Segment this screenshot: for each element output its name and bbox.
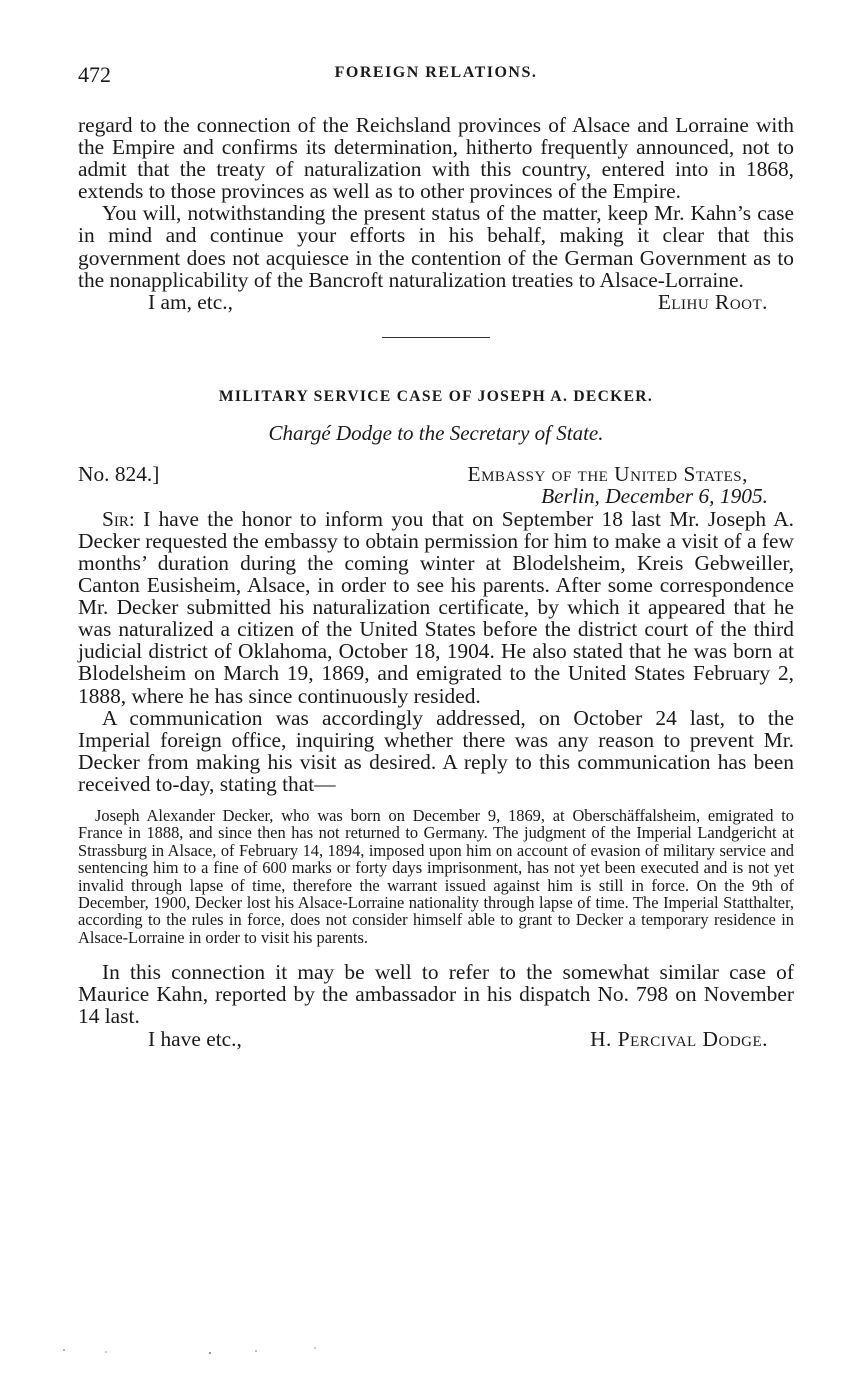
letter2-paragraph-2: A communication was accordingly addressed, on October 24 last, to the Imperial foreign office, inquiring whether there was any reason to prevent Mr. Decker from making his visit as desired. A reply to this communication has been received to-day, stating that— [78, 705, 794, 796]
section-title: MILITARY SERVICE CASE OF JOSEPH A. DECKER. [218, 387, 654, 405]
dispatch-embassy: Embassy of the United States, [467, 461, 748, 486]
speck [314, 1347, 316, 1349]
letter2-signature: H. Percival Dodge. [590, 1026, 768, 1051]
letter1-paragraph-1: regard to the connection of the Reichsland provinces of Alsace and Lorraine with the Empire and confirms its determination, hitherto frequently announced, not to admit that the treaty of naturalization with this country, entered into in 1868, extends to those provinces as well as to other provinces of the Empire. [78, 113, 794, 204]
letter1-signature-block [78, 291, 794, 315]
running-head: FOREIGN RELATIONS. [334, 64, 538, 81]
letter2-paragraph-1 [78, 508, 794, 707]
dispatch-place-date: Berlin, December 6, 1905. [541, 483, 768, 508]
letter1-paragraph-2: You will, notwithstanding the present status of the matter, keep Mr. Kahn’s case in mind and continue your efforts in his behalf, making it clear that this government does not acquiesce in the contention of the German Government as to the nonapplicability of the Bancroft naturalization treaties to Alsace-Lorraine. [78, 201, 794, 292]
letter2-paragraph-3: In this connection it may be well to refer to the somewhat similar case of Maurice Kahn, reported by the ambassador in his dispatch No. 798 on November 14 last. [78, 960, 794, 1029]
letter2-signature-block [78, 1028, 794, 1052]
speck [105, 1351, 107, 1353]
dispatch-number: No. 824.] [78, 461, 160, 486]
section-subtitle: Chargé Dodge to the Secretary of State. [268, 420, 604, 445]
scan-specks [60, 1340, 360, 1360]
quoted-reply: Joseph Alexander Decker, who was born on December 9, 1869, at Oberschäffalsheim, emigrated to France in 1888, and since then has not returned to Germany. The judgment of the Imperial Landgericht at Strassburg in Alsace, of February 14, 1894, imposed upon him on account of evasion of military service and sentencing him to a fine of 600 marks or forty days imprisonment, has not yet been executed and is not yet invalid through lapse of time, therefore the warrant issued against him is still in force. On the 9th of December, 1900, Decker lost his Alsace-Lorraine nationality through lapse of time. The Imperial Statthalter, according to the rules in force, does not consider himself able to grant to Decker a temporary residence in Alsace-Lorraine in order to visit his parents. [78, 805, 794, 947]
dispatch-heading [78, 462, 794, 508]
document-page [78, 62, 794, 1052]
letter1-closing: I am, etc., [148, 289, 233, 314]
salutation: Sir: [102, 506, 135, 531]
speck [63, 1349, 65, 1351]
letter2-paragraph-1-text: I have the honor to inform you that on September 18 last Mr. Joseph A. Decker requested the embassy to obtain permission for him to make a visit of a few months’ duration during the coming winter at Blodelsheim, Kreis Gebweiller, Canton Eusisheim, Alsace, in order to see his parents. After some correspondence Mr. Decker submitted his naturalization certificate, by which it appeared that he was naturalized a citizen of the United States before the district court of the third judicial district of Oklahoma, October 18, 1904. He also stated that he was born at Blodelsheim on March 19, 1869, and emigrated to the United States February 2, 1888, where he has since continuously resided. [78, 506, 794, 708]
speck [255, 1350, 257, 1352]
speck [209, 1352, 211, 1354]
page-header [78, 62, 794, 92]
letter1-signature: Elihu Root. [657, 289, 768, 314]
section-divider [382, 337, 490, 338]
page-number: 472 [78, 62, 111, 87]
letter2-closing: I have etc., [148, 1026, 242, 1051]
